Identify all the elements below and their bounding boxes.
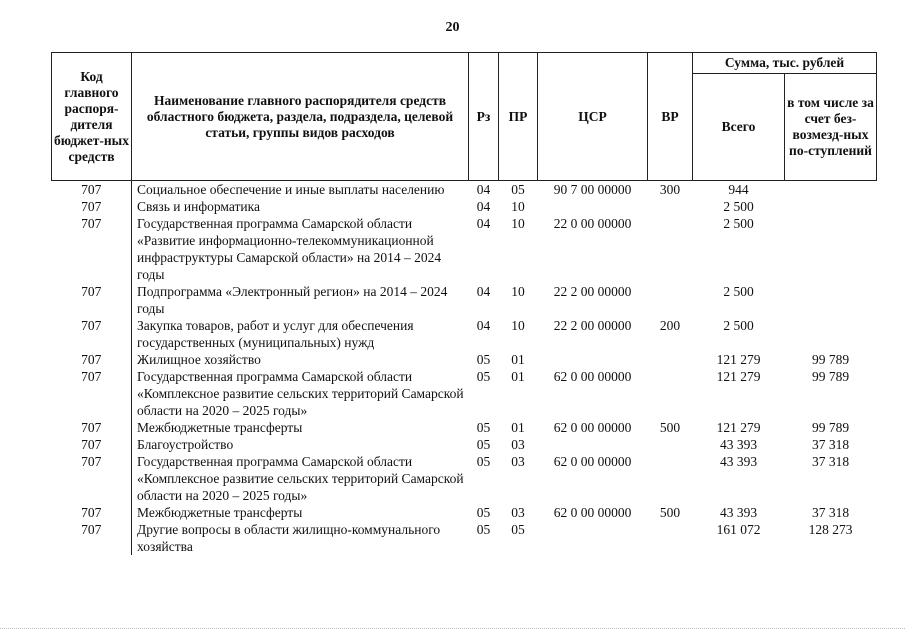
cell-free (785, 181, 877, 199)
header-rz: Рз (469, 53, 499, 181)
cell-vr (648, 215, 693, 283)
cell-pr: 03 (511, 454, 525, 469)
cell-name: Государственная программа Самарской области «Комплексное развитие сельских территорий Самарской области на 2020 – 2025 годы» (132, 368, 469, 419)
cell-code: 707 (81, 284, 102, 299)
cell-pr: 10 (511, 216, 525, 231)
cell-total: 43 393 (719, 505, 758, 520)
cell-rz: 05 (476, 420, 491, 435)
cell-name: Межбюджетные трансферты (132, 419, 469, 436)
cell-code: 707 (81, 437, 102, 452)
table-row (52, 504, 877, 521)
cell-name: Другие вопросы в области жилищно-коммунального хозяйства (132, 521, 469, 555)
cell-total: 2 500 (723, 284, 754, 299)
cell-rz: 05 (476, 522, 491, 537)
cell-free: 99 789 (811, 369, 850, 384)
cell-csr: 62 0 00 00000 (553, 454, 632, 469)
header-code: Код главного распоря-дителя бюджет-ных средств (52, 53, 132, 181)
cell-free (785, 317, 877, 351)
cell-name: Жилищное хозяйство (132, 351, 469, 368)
cell-free: 99 789 (811, 420, 850, 435)
cell-code: 707 (81, 522, 102, 537)
cell-csr: 62 0 00 00000 (553, 420, 632, 435)
cell-pr: 03 (511, 437, 525, 452)
cell-csr: 22 2 00 00000 (553, 284, 632, 299)
cell-csr (538, 351, 648, 368)
cell-vr (648, 198, 693, 215)
cell-csr: 90 7 00 00000 (553, 182, 632, 197)
cell-pr: 01 (511, 352, 525, 367)
cell-total: 161 072 (716, 522, 761, 537)
cell-rz: 04 (476, 199, 491, 214)
table-row (52, 215, 877, 283)
cell-total: 121 279 (716, 420, 761, 435)
cell-name: Государственная программа Самарской области «Комплексное развитие сельских территорий Самарской области на 2020 – 2025 годы» (132, 453, 469, 504)
cell-pr: 05 (511, 522, 525, 537)
budget-table (51, 52, 877, 555)
cell-total: 43 393 (719, 454, 758, 469)
cell-vr: 300 (659, 182, 681, 197)
cell-rz: 04 (476, 284, 491, 299)
cell-free: 37 318 (811, 505, 850, 520)
table-row (52, 317, 877, 351)
cell-name: Межбюджетные трансферты (132, 504, 469, 521)
table-header (52, 53, 877, 181)
cell-code: 707 (81, 216, 102, 231)
table-row (52, 283, 877, 317)
cell-name: Связь и информатика (132, 198, 469, 215)
cell-vr: 500 (659, 505, 681, 520)
cell-rz: 05 (476, 505, 491, 520)
cell-csr (538, 198, 648, 215)
header-csr: ЦСР (538, 53, 648, 181)
page-edge-line (0, 628, 905, 630)
table-row (52, 521, 877, 555)
cell-free: 37 318 (811, 437, 850, 452)
cell-vr: 200 (659, 318, 681, 333)
page-number: 20 (445, 20, 460, 35)
header-vr: ВР (648, 53, 693, 181)
cell-vr (648, 453, 693, 504)
cell-code: 707 (81, 505, 102, 520)
cell-code: 707 (81, 369, 102, 384)
cell-free: 128 273 (808, 522, 853, 537)
cell-total: 43 393 (719, 437, 758, 452)
cell-free (785, 283, 877, 317)
cell-vr (648, 521, 693, 555)
header-sum: Сумма, тыс. рублей (693, 53, 877, 74)
table-row (52, 368, 877, 419)
cell-free: 37 318 (811, 454, 850, 469)
cell-name: Благоустройство (132, 436, 469, 453)
cell-total: 121 279 (716, 352, 761, 367)
cell-free: 99 789 (811, 352, 850, 367)
cell-pr: 10 (511, 199, 525, 214)
cell-vr: 500 (659, 420, 681, 435)
cell-rz: 04 (476, 182, 491, 197)
cell-code: 707 (81, 199, 102, 214)
cell-code: 707 (81, 182, 102, 197)
table-body (52, 181, 877, 556)
cell-pr: 03 (511, 505, 525, 520)
cell-name: Подпрограмма «Электронный регион» на 2014 – 2024 годы (132, 283, 469, 317)
cell-csr: 62 0 00 00000 (553, 505, 632, 520)
table-row (52, 453, 877, 504)
table-row (52, 181, 877, 199)
header-name: Наименование главного распорядителя средств областного бюджета, раздела, подраздела, целевой статьи, группы видов расходов (132, 53, 469, 181)
cell-total: 2 500 (723, 318, 754, 333)
cell-total: 121 279 (716, 369, 761, 384)
cell-rz: 05 (476, 454, 491, 469)
cell-pr: 01 (511, 369, 525, 384)
cell-name: Закупка товаров, работ и услуг для обеспечения государственных (муниципальных) нужд (132, 317, 469, 351)
cell-code: 707 (81, 352, 102, 367)
cell-vr (648, 283, 693, 317)
cell-name: Государственная программа Самарской области «Развитие информационно-телекоммуникационной инфраструктуры Самарской области» на 2014 – 2024 годы (132, 215, 469, 283)
cell-rz: 04 (476, 318, 491, 333)
header-total: Всего (693, 74, 785, 181)
table-row (52, 198, 877, 215)
cell-pr: 10 (511, 284, 525, 299)
cell-pr: 05 (511, 182, 525, 197)
table-row (52, 419, 877, 436)
cell-pr: 01 (511, 420, 525, 435)
cell-vr (648, 436, 693, 453)
cell-rz: 05 (476, 437, 491, 452)
cell-csr: 22 2 00 00000 (553, 318, 632, 333)
cell-csr (538, 436, 648, 453)
header-free: в том числе за счет без-возмезд-ных по-ступлений (785, 74, 877, 181)
cell-rz: 05 (476, 369, 491, 384)
cell-rz: 04 (476, 216, 491, 231)
cell-rz: 05 (476, 352, 491, 367)
cell-code: 707 (81, 420, 102, 435)
cell-code: 707 (81, 318, 102, 333)
cell-free (785, 198, 877, 215)
cell-csr (538, 521, 648, 555)
table-row (52, 436, 877, 453)
cell-code: 707 (81, 454, 102, 469)
cell-csr: 62 0 00 00000 (553, 369, 632, 384)
table-row (52, 351, 877, 368)
cell-pr: 10 (511, 318, 525, 333)
cell-total: 2 500 (723, 216, 754, 231)
header-pr: ПР (499, 53, 538, 181)
cell-free (785, 215, 877, 283)
cell-vr (648, 351, 693, 368)
cell-vr (648, 368, 693, 419)
cell-csr: 22 0 00 00000 (553, 216, 632, 231)
cell-total: 944 (728, 182, 749, 197)
cell-total: 2 500 (723, 199, 754, 214)
cell-name: Социальное обеспечение и иные выплаты населению (132, 181, 469, 199)
